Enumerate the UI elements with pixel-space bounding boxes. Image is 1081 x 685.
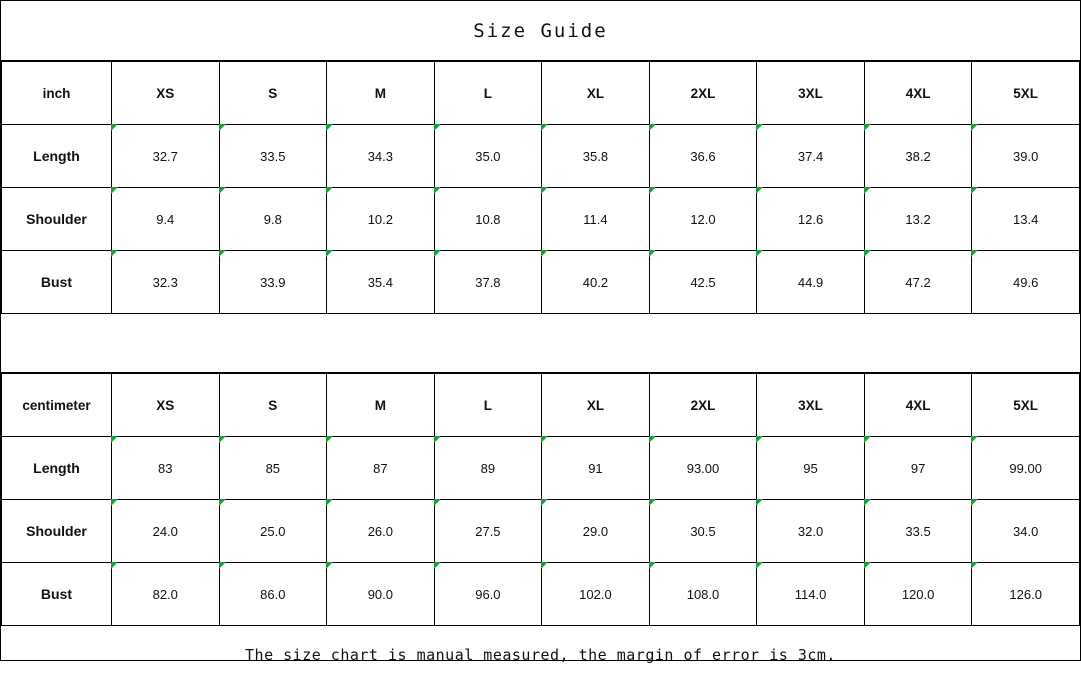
column-header-3xl: 3XL [757,62,865,125]
column-header-cm-m: M [327,374,435,437]
size-table-centimeter [1,373,1080,626]
cell-cm-length-5xl: 99.00 [972,437,1080,500]
cell-inch-bust-5xl: 49.6 [972,251,1080,314]
cell-cm-shoulder-4xl: 33.5 [864,500,972,563]
column-header-s: S [219,62,327,125]
cell-inch-length-5xl: 39.0 [972,125,1080,188]
column-header-cm-3xl: 3XL [757,374,865,437]
cell-cm-bust-l: 96.0 [434,563,542,626]
row-label-length: Length [2,125,112,188]
column-header-cm-s: S [219,374,327,437]
column-header-m: M [327,62,435,125]
cell-inch-length-m: 34.3 [327,125,435,188]
cell-inch-shoulder-xs: 9.4 [111,188,219,251]
column-header-cm-5xl: 5XL [972,374,1080,437]
table-row [2,437,1080,500]
cell-inch-bust-m: 35.4 [327,251,435,314]
column-header-cm-4xl: 4XL [864,374,972,437]
cell-cm-bust-xl: 102.0 [542,563,650,626]
row-label-cm-bust: Bust [2,563,112,626]
cell-cm-shoulder-2xl: 30.5 [649,500,757,563]
cell-cm-bust-s: 86.0 [219,563,327,626]
cell-cm-length-3xl: 95 [757,437,865,500]
table-row [2,500,1080,563]
column-header-5xl: 5XL [972,62,1080,125]
unit-label-inch: inch [2,62,112,125]
cell-cm-bust-5xl: 126.0 [972,563,1080,626]
cell-inch-shoulder-5xl: 13.4 [972,188,1080,251]
cell-inch-shoulder-3xl: 12.6 [757,188,865,251]
cell-inch-length-2xl: 36.6 [649,125,757,188]
cell-inch-shoulder-xl: 11.4 [542,188,650,251]
cell-cm-bust-3xl: 114.0 [757,563,865,626]
cell-inch-length-s: 33.5 [219,125,327,188]
cell-cm-shoulder-3xl: 32.0 [757,500,865,563]
cell-cm-bust-4xl: 120.0 [864,563,972,626]
row-label-cm-shoulder: Shoulder [2,500,112,563]
column-header-xl: XL [542,62,650,125]
cell-inch-bust-l: 37.8 [434,251,542,314]
cell-inch-length-xs: 32.7 [111,125,219,188]
size-table-inch [1,61,1080,314]
table-row [2,125,1080,188]
cell-inch-shoulder-l: 10.8 [434,188,542,251]
table-separator [1,314,1080,373]
cell-cm-shoulder-xl: 29.0 [542,500,650,563]
unit-label-centimeter: centimeter [2,374,112,437]
cell-cm-bust-xs: 82.0 [111,563,219,626]
cell-inch-shoulder-m: 10.2 [327,188,435,251]
table-row [2,188,1080,251]
column-header-xs: XS [111,62,219,125]
cell-cm-length-2xl: 93.00 [649,437,757,500]
column-header-cm-xs: XS [111,374,219,437]
cell-cm-shoulder-l: 27.5 [434,500,542,563]
table-header-row [2,374,1080,437]
column-header-2xl: 2XL [649,62,757,125]
table-row [2,251,1080,314]
cell-cm-length-m: 87 [327,437,435,500]
cell-cm-length-l: 89 [434,437,542,500]
column-header-cm-2xl: 2XL [649,374,757,437]
cell-cm-shoulder-xs: 24.0 [111,500,219,563]
column-header-l: L [434,62,542,125]
cell-inch-shoulder-2xl: 12.0 [649,188,757,251]
cell-cm-length-4xl: 97 [864,437,972,500]
column-header-cm-l: L [434,374,542,437]
cell-inch-length-xl: 35.8 [542,125,650,188]
row-label-cm-length: Length [2,437,112,500]
cell-cm-length-s: 85 [219,437,327,500]
table-header-row [2,62,1080,125]
cell-inch-length-3xl: 37.4 [757,125,865,188]
cell-cm-shoulder-m: 26.0 [327,500,435,563]
cell-inch-bust-xs: 32.3 [111,251,219,314]
cell-inch-bust-4xl: 47.2 [864,251,972,314]
row-label-bust: Bust [2,251,112,314]
footer-note: The size chart is manual measured, the margin of error is 3cm. [245,646,836,664]
column-header-4xl: 4XL [864,62,972,125]
row-label-shoulder: Shoulder [2,188,112,251]
cell-inch-bust-s: 33.9 [219,251,327,314]
cell-inch-bust-3xl: 44.9 [757,251,865,314]
cell-cm-shoulder-s: 25.0 [219,500,327,563]
cell-inch-bust-xl: 40.2 [542,251,650,314]
cell-inch-shoulder-4xl: 13.2 [864,188,972,251]
column-header-cm-xl: XL [542,374,650,437]
cell-inch-bust-2xl: 42.5 [649,251,757,314]
cell-cm-shoulder-5xl: 34.0 [972,500,1080,563]
page-title: Size Guide [1,1,1080,61]
cell-inch-length-4xl: 38.2 [864,125,972,188]
cell-inch-length-l: 35.0 [434,125,542,188]
table-row [2,563,1080,626]
cell-cm-length-xl: 91 [542,437,650,500]
cell-cm-bust-2xl: 108.0 [649,563,757,626]
cell-cm-bust-m: 90.0 [327,563,435,626]
cell-cm-length-xs: 83 [111,437,219,500]
cell-inch-shoulder-s: 9.8 [219,188,327,251]
